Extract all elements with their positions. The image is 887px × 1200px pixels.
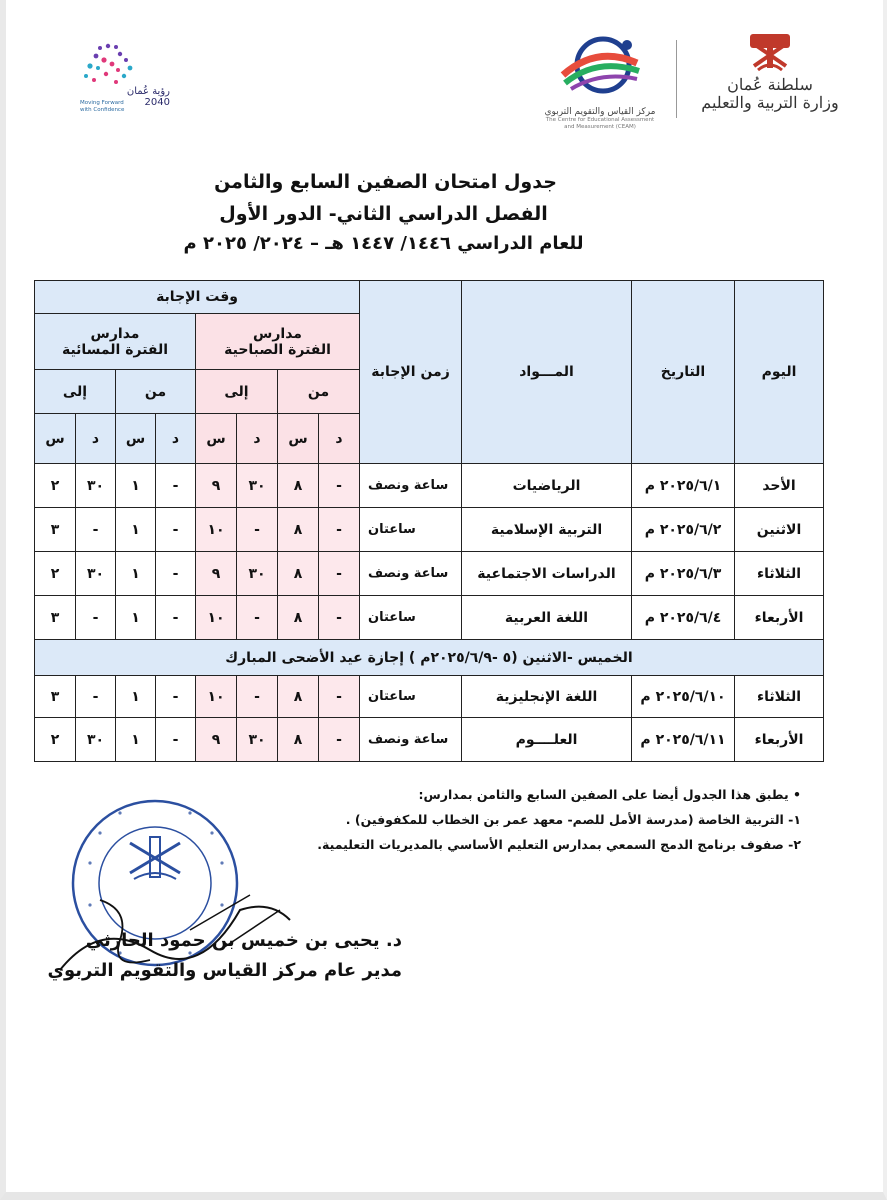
- cell-morning-to-hr: ١٠: [196, 676, 237, 718]
- cell-evening-from-min: -: [156, 718, 196, 762]
- header-day: اليوم: [735, 281, 824, 464]
- header-morning-l1: مدارس: [253, 325, 302, 342]
- vision-text-en-1: Moving Forward: [80, 100, 124, 106]
- header-divider: [676, 40, 677, 118]
- cell-evening-from-min: -: [156, 508, 196, 552]
- cell-evening-to-hr: ٢: [35, 552, 76, 596]
- cell-morning-from-hr: ٨: [278, 718, 319, 762]
- table-header-row-1: [35, 281, 824, 314]
- title-line-3: للعام الدراسي ١٤٤٦/ ١٤٤٧ هـ – ٢٠٢٤/ ٢٠٢٥ م: [183, 233, 584, 254]
- cell-duration: ساعتان: [360, 676, 462, 718]
- cell-subject: اللغة الإنجليزية: [462, 676, 632, 718]
- table-row: [35, 464, 824, 508]
- holiday-text: الخميس -الاثنين (٥ -٢٠٢٥/٦/٩م ) إجازة عيد الأضحى المبارك: [35, 640, 824, 676]
- cell-morning-to-hr: ١٠: [196, 596, 237, 640]
- cell-morning-from-min: -: [319, 596, 360, 640]
- cell-evening-to-hr: ٢: [35, 718, 76, 762]
- cell-day: الثلاثاء: [735, 552, 824, 596]
- cell-subject: التربية الإسلامية: [462, 508, 632, 552]
- header-evening-to: إلى: [35, 370, 116, 414]
- header-answer-time: وقت الإجابة: [35, 281, 360, 314]
- table-row: [35, 552, 824, 596]
- header-evening-l1: مدارس: [90, 325, 140, 342]
- header-unit: س: [116, 414, 156, 464]
- title-line-2: الفصل الدراسي الثاني- الدور الأول: [219, 203, 548, 225]
- cell-evening-from-hr: ١: [116, 508, 156, 552]
- cell-evening-from-hr: ١: [116, 552, 156, 596]
- cell-evening-to-hr: ٣: [35, 596, 76, 640]
- cell-morning-to-hr: ٩: [196, 718, 237, 762]
- exam-schedule-table: [34, 280, 824, 762]
- note-intro: • يطبق هذا الجدول أيضا على الصفين السابع والثامن بمدارس:: [418, 787, 801, 802]
- cell-day: الاثنين: [735, 508, 824, 552]
- header-date: التاريخ: [632, 281, 735, 464]
- cell-date: ٢٠٢٥/٦/١ م: [632, 464, 735, 508]
- cell-morning-to-min: ٣٠: [237, 464, 278, 508]
- cell-morning-to-min: ٣٠: [237, 718, 278, 762]
- cell-morning-to-min: -: [237, 676, 278, 718]
- cell-evening-from-min: -: [156, 676, 196, 718]
- cell-evening-to-min: -: [76, 508, 116, 552]
- cell-morning-to-min: ٣٠: [237, 552, 278, 596]
- note-item-1: ١- التربية الخاصة (مدرسة الأمل للصم- معهد عمر بن الخطاب للمكفوفين) .: [345, 812, 801, 827]
- header-evening-l2: الفترة المسائية: [61, 341, 169, 358]
- cell-evening-to-min: ٣٠: [76, 464, 116, 508]
- cell-evening-to-hr: ٣: [35, 508, 76, 552]
- cell-evening-to-min: ٣٠: [76, 552, 116, 596]
- vision-text-en: [80, 100, 124, 114]
- cell-evening-to-min: -: [76, 596, 116, 640]
- note-item-2: ٢- صفوف برنامج الدمج السمعي بمدارس التعليم الأساسي بالمديريات التعليمية.: [317, 837, 801, 852]
- header-morning-l2: الفترة الصباحية: [224, 341, 331, 358]
- ministry-name-line1: سلطنة عُمان: [727, 75, 813, 94]
- cell-duration: ساعة ونصف: [360, 464, 462, 508]
- vision-text-en-2: with Confidence: [80, 107, 125, 113]
- cell-evening-from-hr: ١: [116, 718, 156, 762]
- cell-morning-from-min: -: [319, 508, 360, 552]
- cell-date: ٢٠٢٥/٦/١١ م: [632, 718, 735, 762]
- cell-morning-from-hr: ٨: [278, 676, 319, 718]
- cell-subject: اللغة العربية: [462, 596, 632, 640]
- cell-day: الأربعاء: [735, 718, 824, 762]
- signatory-title: مدير عام مركز القياس والتقويم التربوي: [47, 960, 402, 981]
- cell-morning-to-min: -: [237, 508, 278, 552]
- cell-date: ٢٠٢٥/٦/٤ م: [632, 596, 735, 640]
- cell-evening-to-min: ٣٠: [76, 718, 116, 762]
- cell-evening-from-min: -: [156, 596, 196, 640]
- cell-subject: الرياضيات: [462, 464, 632, 508]
- header-duration: زمن الإجابة: [360, 281, 462, 464]
- table-row: [35, 676, 824, 718]
- ceam-swoosh-icon: [557, 35, 643, 101]
- header-morning-to: إلى: [196, 370, 278, 414]
- header-unit: د: [237, 414, 278, 464]
- cell-morning-to-hr: ٩: [196, 464, 237, 508]
- cell-date: ٢٠٢٥/٦/١٠ م: [632, 676, 735, 718]
- header-unit: س: [196, 414, 237, 464]
- cell-morning-to-min: -: [237, 596, 278, 640]
- header-morning-from: من: [278, 370, 360, 414]
- cell-day: الثلاثاء: [735, 676, 824, 718]
- cell-morning-from-hr: ٨: [278, 464, 319, 508]
- cell-evening-to-hr: ٢: [35, 464, 76, 508]
- cell-date: ٢٠٢٥/٦/٢ م: [632, 508, 735, 552]
- cell-duration: ساعتان: [360, 508, 462, 552]
- cell-evening-from-min: -: [156, 552, 196, 596]
- cell-duration: ساعتان: [360, 596, 462, 640]
- header-unit: س: [278, 414, 319, 464]
- cell-morning-from-min: -: [319, 552, 360, 596]
- header-evening-from: من: [116, 370, 196, 414]
- ceam-name-en-2: and Measurement (CEAM): [564, 124, 636, 130]
- notes-section: [241, 782, 801, 857]
- cell-evening-from-min: -: [156, 464, 196, 508]
- vision-2040-logo: [40, 38, 170, 118]
- cell-duration: ساعة ونصف: [360, 718, 462, 762]
- header-morning-shift: [196, 314, 360, 370]
- cell-evening-from-hr: ١: [116, 464, 156, 508]
- cell-evening-from-hr: ١: [116, 676, 156, 718]
- cell-evening-to-min: -: [76, 676, 116, 718]
- cell-day: الأربعاء: [735, 596, 824, 640]
- header-unit: س: [35, 414, 76, 464]
- ministry-name-line2: وزارة التربية والتعليم: [701, 93, 839, 112]
- table-row: [35, 718, 824, 762]
- cell-subject: الدراسات الاجتماعية: [462, 552, 632, 596]
- cell-morning-from-hr: ٨: [278, 508, 319, 552]
- vision-text-ar: رؤية عُمان 2040: [126, 86, 170, 108]
- header-unit: د: [319, 414, 360, 464]
- cell-day: الأحد: [735, 464, 824, 508]
- ceam-logo: [525, 35, 675, 135]
- cell-date: ٢٠٢٥/٦/٣ م: [632, 552, 735, 596]
- oman-emblem-icon: [744, 30, 796, 76]
- table-row: [35, 596, 824, 640]
- cell-morning-from-hr: ٨: [278, 596, 319, 640]
- header-unit: د: [76, 414, 116, 464]
- cell-evening-from-hr: ١: [116, 596, 156, 640]
- ministry-logo: [690, 30, 850, 130]
- signatory-name: د. يحيى بن خميس بن حمود الحارثي: [85, 930, 402, 951]
- cell-morning-from-hr: ٨: [278, 552, 319, 596]
- holiday-row: [35, 640, 824, 676]
- cell-duration: ساعة ونصف: [360, 552, 462, 596]
- ceam-name-ar: مركز القياس والتقويم التربوي: [544, 107, 656, 117]
- ceam-name-en-1: The Centre for Educational Assessment: [545, 117, 655, 123]
- cell-evening-to-hr: ٣: [35, 676, 76, 718]
- cell-morning-from-min: -: [319, 464, 360, 508]
- table-row: [35, 508, 824, 552]
- cell-morning-from-min: -: [319, 718, 360, 762]
- header-subject: المـــواد: [462, 281, 632, 464]
- header-unit: د: [156, 414, 196, 464]
- cell-subject: العلــــوم: [462, 718, 632, 762]
- title-line-1: جدول امتحان الصفين السابع والثامن: [214, 171, 557, 193]
- cell-morning-from-min: -: [319, 676, 360, 718]
- cell-morning-to-hr: ١٠: [196, 508, 237, 552]
- cell-morning-to-hr: ٩: [196, 552, 237, 596]
- header-evening-shift: [35, 314, 196, 370]
